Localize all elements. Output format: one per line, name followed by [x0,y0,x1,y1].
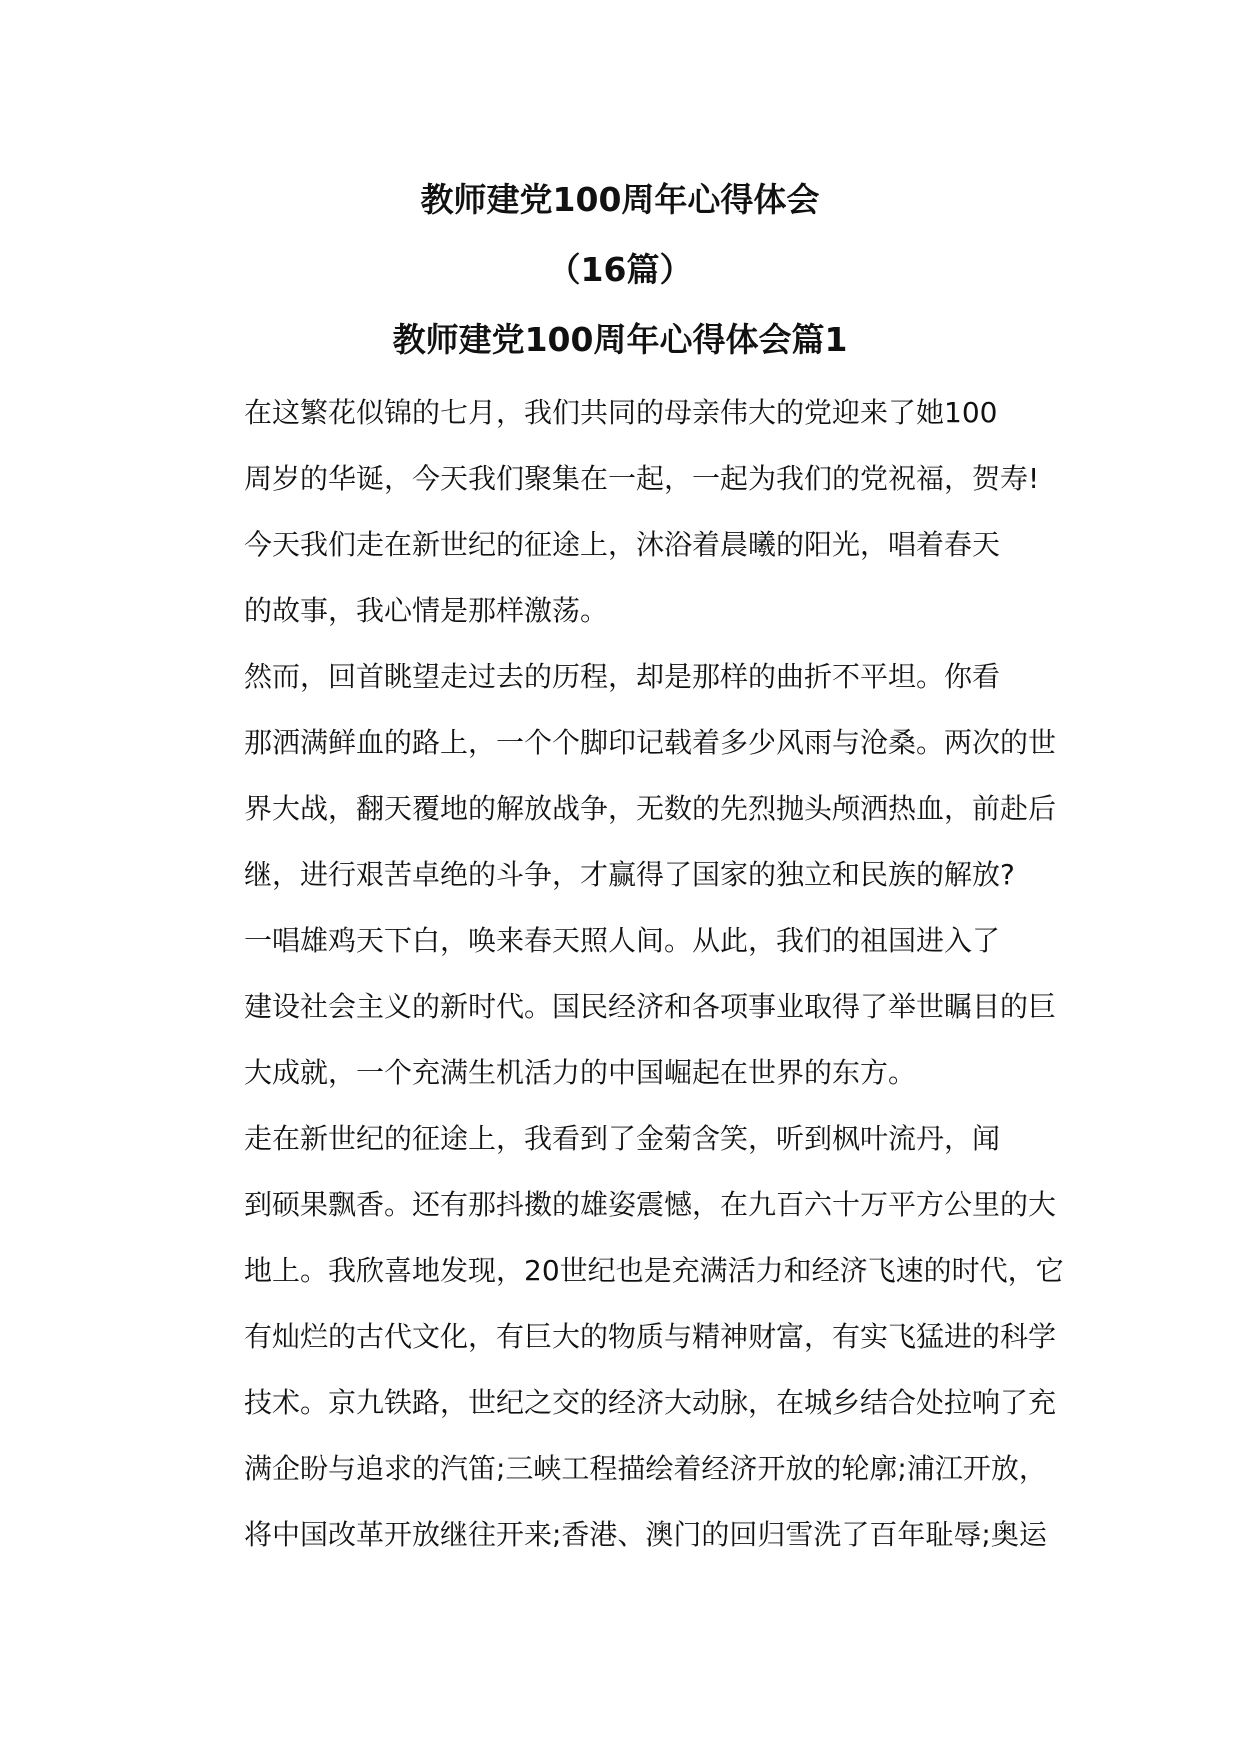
text-line: 继，进行艰苦卓绝的斗争，才赢得了国家的独立和民族的解放? [244,858,1015,891]
text-line: 然而，回首眺望走过去的历程，却是那样的曲折不平坦。你看 [244,660,1001,693]
text-line: 那洒满鲜血的路上，一个个脚印记载着多少风雨与沧桑。两次的世 [244,726,1057,759]
paragraph [188,512,1056,644]
text-line: 到硕果飘香。还有那抖擞的雄姿震憾，在九百六十万平方公里的大 [244,1188,1057,1221]
text-line: 建设社会主义的新时代。国民经济和各项事业取得了举世瞩目的巨 [244,990,1057,1023]
text-line: 大成就，一个充满生机活力的中国崛起在世界的东方。 [244,1056,917,1089]
document-body [188,380,1064,1568]
document-title: 教师建党100周年心得体会 [420,180,820,219]
paragraph [188,380,1056,512]
text-line: 走在新世纪的征途上，我看到了金菊含笑，听到枫叶流丹，闻 [244,1122,1001,1155]
text-line: 将中国改革开放继往开来;香港、澳门的回归雪洗了百年耻辱;奥运 [244,1518,1047,1551]
paragraph [188,908,1056,1106]
text-line: 满企盼与追求的汽笛;三峡工程描绘着经济开放的轮廓;浦江开放， [244,1452,1047,1485]
text-line: 在这繁花似锦的七月，我们共同的母亲伟大的党迎来了她100 [244,396,998,429]
text-line: 地上。我欣喜地发现，20世纪也是充满活力和经济飞速的时代，它 [244,1254,1064,1287]
paragraph [188,644,1056,908]
document-subtitle: （16篇） [547,250,693,289]
text-line: 的故事，我心情是那样激荡。 [244,594,609,627]
paragraph [188,1106,1064,1568]
text-line: 周岁的华诞，今天我们聚集在一起，一起为我们的党祝福，贺寿! [244,462,1040,495]
text-line: 界大战，翻天覆地的解放战争，无数的先烈抛头颅洒热血，前赴后 [244,792,1057,825]
section-heading: 教师建党100周年心得体会篇1 [392,320,848,359]
text-line: 有灿烂的古代文化，有巨大的物质与精神财富，有实飞猛进的科学 [244,1320,1057,1353]
text-line: 今天我们走在新世纪的征途上，沐浴着晨曦的阳光，唱着春天 [244,528,1001,561]
text-line: 技术。京九铁路，世纪之交的经济大动脉，在城乡结合处拉响了充 [244,1386,1057,1419]
text-line: 一唱雄鸡天下白，唤来春天照人间。从此，我们的祖国进入了 [244,924,1001,957]
